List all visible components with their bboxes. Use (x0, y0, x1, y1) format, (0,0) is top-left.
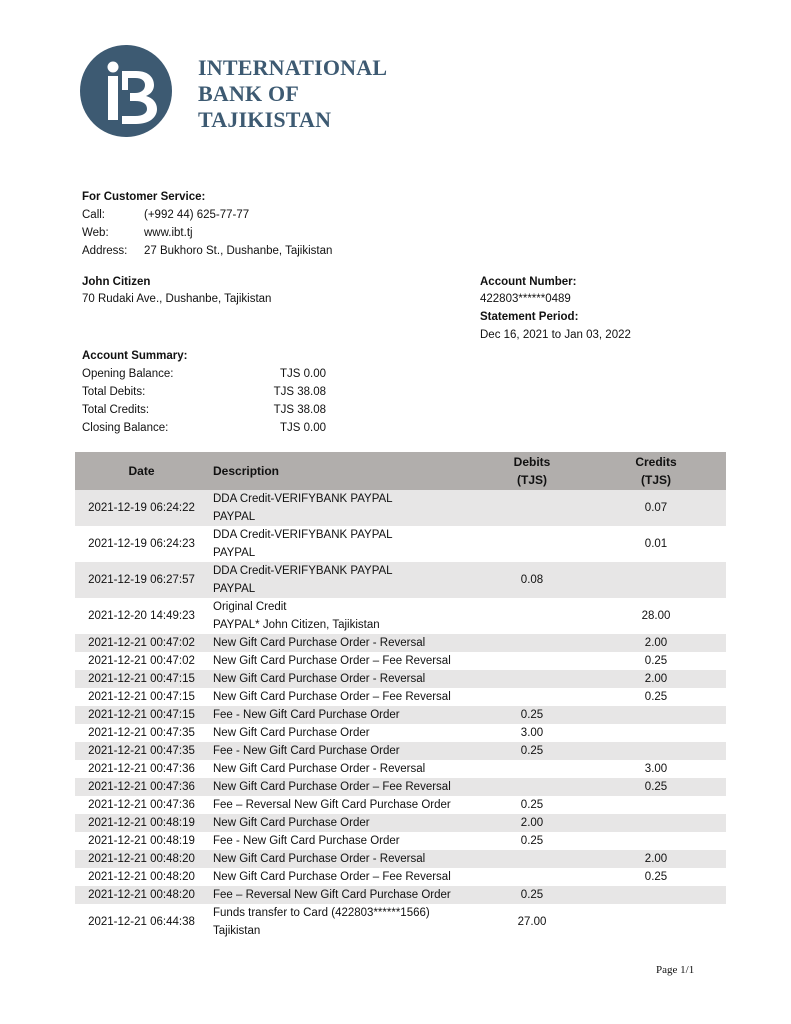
page-number: Page 1/1 (656, 964, 695, 976)
header-credits (586, 452, 726, 490)
row-description-line-1: DDA Credit-VERIFYBANK PAYPAL (213, 493, 393, 505)
total-credits-value: TJS 38.08 (273, 404, 326, 416)
row-date: 2021-12-19 06:27:57 (75, 562, 208, 598)
row-credit (586, 832, 726, 850)
row-description-line-1: DDA Credit-VERIFYBANK PAYPAL (213, 565, 393, 577)
row-description-line-1: New Gift Card Purchase Order - Reversal (213, 853, 426, 865)
total-debits-label: Total Debits: (82, 386, 146, 398)
row-description-line-1: New Gift Card Purchase Order - Reversal (213, 637, 426, 649)
header-date: Date (75, 452, 208, 490)
statement-period-label: Statement Period: (480, 311, 579, 323)
row-credit (586, 796, 726, 814)
table-row (75, 634, 726, 652)
row-description-line-2: PAYPAL (213, 583, 256, 595)
address-label: Address: (82, 245, 128, 257)
call-label: Call: (82, 209, 106, 221)
row-description-line-1: Fee – Reversal New Gift Card Purchase Order (213, 799, 451, 811)
row-description-line-1: New Gift Card Purchase Order – Fee Reversal (213, 781, 451, 793)
row-debit (478, 850, 586, 868)
row-debit: 0.25 (478, 706, 586, 724)
row-description-line-2: Tajikistan (213, 925, 261, 937)
table-row (75, 742, 726, 760)
table-row (75, 886, 726, 904)
row-credit: 0.25 (644, 655, 668, 667)
row-description (208, 598, 478, 634)
row-description (208, 760, 478, 778)
row-description (208, 652, 478, 670)
row-description (208, 706, 478, 724)
row-debit: 27.00 (517, 916, 547, 928)
row-credit: 2.00 (586, 634, 726, 652)
row-date: 2021-12-21 00:47:15 (75, 706, 208, 724)
row-description (208, 526, 478, 562)
row-credit (586, 904, 726, 940)
row-debit (478, 526, 586, 562)
closing-balance-label: Closing Balance: (82, 422, 169, 434)
closing-balance-value: TJS 0.00 (279, 422, 326, 434)
row-debit (478, 652, 586, 670)
customer-address: 70 Rudaki Ave., Dushanbe, Tajikistan (82, 293, 272, 305)
row-date: 2021-12-21 00:47:36 (88, 799, 195, 811)
table-row (75, 904, 726, 940)
row-description (208, 832, 478, 850)
row-credit: 0.25 (644, 871, 668, 883)
row-description (208, 670, 478, 688)
bank-name-line-2: BANK OF (198, 81, 300, 106)
header-credits-line-1: Credits (635, 455, 677, 469)
row-description-line-1: New Gift Card Purchase Order – Fee Reversal (213, 691, 451, 703)
row-date: 2021-12-21 00:48:20 (75, 886, 208, 904)
total-debits-value: TJS 38.08 (273, 386, 326, 398)
row-date: 2021-12-21 00:47:15 (75, 670, 208, 688)
row-date: 2021-12-21 00:48:19 (88, 835, 195, 847)
table-row (75, 652, 726, 670)
row-debit: 2.00 (478, 814, 586, 832)
row-description (208, 796, 478, 814)
row-date: 2021-12-19 06:24:22 (75, 490, 208, 526)
row-debit (478, 670, 586, 688)
row-debit (478, 634, 586, 652)
row-description-line-1: New Gift Card Purchase Order – Fee Reversal (213, 871, 451, 883)
row-debit (478, 490, 586, 526)
table-row (75, 796, 726, 814)
row-debit (478, 868, 586, 886)
row-date: 2021-12-21 00:47:02 (88, 655, 195, 667)
row-credit (586, 742, 726, 760)
row-credit: 28.00 (641, 610, 671, 622)
bank-logo-icon (80, 45, 172, 137)
row-description (208, 904, 478, 940)
table-row (75, 688, 726, 706)
row-description (208, 850, 478, 868)
row-credit: 0.25 (586, 778, 726, 796)
row-debit: 0.25 (520, 799, 544, 811)
table-row (75, 598, 726, 634)
row-description (208, 688, 478, 706)
row-description (208, 778, 478, 796)
row-credit: 0.07 (586, 490, 726, 526)
row-description (208, 634, 478, 652)
table-row (75, 706, 726, 724)
row-description-line-1: New Gift Card Purchase Order - Reversal (213, 673, 426, 685)
bank-name-line-3: TAJIKISTAN (198, 107, 332, 132)
table-row (75, 814, 726, 832)
customer-service-heading: For Customer Service: (82, 191, 206, 203)
web-value: www.ibt.tj (144, 227, 193, 239)
table-row (75, 778, 726, 796)
account-number-label: Account Number: (480, 276, 577, 288)
row-date: 2021-12-21 00:48:20 (75, 850, 208, 868)
row-credit (586, 706, 726, 724)
header-debits-line-1: Debits (513, 455, 551, 469)
row-description (208, 562, 478, 598)
row-description-line-1: Original Credit (213, 601, 287, 613)
row-description-line-1: New Gift Card Purchase Order (213, 817, 370, 829)
row-credit (586, 562, 726, 598)
table-header-row (75, 452, 726, 490)
row-date: 2021-12-21 00:47:35 (88, 727, 195, 739)
row-description (208, 868, 478, 886)
row-debit: 0.25 (520, 835, 544, 847)
table-row (75, 832, 726, 850)
total-credits-label: Total Credits: (82, 404, 150, 416)
row-debit: 0.25 (478, 742, 586, 760)
table-row (75, 670, 726, 688)
row-debit (478, 760, 586, 778)
row-date: 2021-12-21 00:48:20 (88, 871, 195, 883)
row-description-line-1: Fee - New Gift Card Purchase Order (213, 745, 400, 757)
row-debit: 0.08 (478, 562, 586, 598)
opening-balance-label: Opening Balance: (82, 368, 174, 380)
account-number-value: 422803******0489 (480, 293, 571, 305)
call-value: (+992 44) 625-77-77 (144, 209, 250, 221)
row-description-line-1: New Gift Card Purchase Order (213, 727, 370, 739)
row-credit: 3.00 (644, 763, 668, 775)
table-row (75, 526, 726, 562)
row-debit (478, 598, 586, 634)
row-description (208, 742, 478, 760)
row-date: 2021-12-19 06:24:23 (88, 538, 195, 550)
row-description-line-2: PAYPAL* John Citizen, Tajikistan (213, 619, 380, 631)
row-credit: 2.00 (586, 670, 726, 688)
row-debit: 0.25 (478, 886, 586, 904)
row-description-line-2: PAYPAL (213, 511, 256, 523)
row-credit: 0.01 (644, 538, 668, 550)
row-description (208, 814, 478, 832)
customer-name: John Citizen (82, 276, 151, 288)
transactions-table (75, 452, 726, 940)
bank-name (198, 55, 387, 133)
row-description (208, 886, 478, 904)
table-row (75, 850, 726, 868)
row-credit: 2.00 (586, 850, 726, 868)
table-row (75, 562, 726, 598)
row-date: 2021-12-21 00:47:36 (75, 778, 208, 796)
row-description-line-1: DDA Credit-VERIFYBANK PAYPAL (213, 529, 393, 541)
address-value: 27 Bukhoro St., Dushanbe, Tajikistan (144, 245, 333, 257)
row-credit (586, 724, 726, 742)
row-description (208, 490, 478, 526)
bank-name-line-1: INTERNATIONAL (198, 55, 388, 80)
table-row (75, 760, 726, 778)
transactions-body (75, 490, 726, 940)
row-date: 2021-12-21 00:48:19 (75, 814, 208, 832)
header-debits (478, 452, 586, 490)
row-debit (478, 778, 586, 796)
row-date: 2021-12-21 00:47:02 (75, 634, 208, 652)
row-debit (478, 688, 586, 706)
row-description-line-1: Fee - New Gift Card Purchase Order (213, 835, 400, 847)
web-label: Web: (82, 227, 109, 239)
row-date: 2021-12-20 14:49:23 (88, 610, 195, 622)
row-description-line-2: PAYPAL (213, 547, 256, 559)
row-date: 2021-12-21 00:47:35 (75, 742, 208, 760)
row-date: 2021-12-21 00:47:36 (88, 763, 195, 775)
statement-period-value: Dec 16, 2021 to Jan 03, 2022 (480, 329, 631, 341)
row-description-line-1: New Gift Card Purchase Order – Fee Reversal (213, 655, 451, 667)
opening-balance-value: TJS 0.00 (279, 368, 326, 380)
table-row (75, 868, 726, 886)
row-description (208, 724, 478, 742)
header-debits-line-2: (TJS) (517, 473, 547, 487)
row-date: 2021-12-21 00:47:15 (88, 691, 195, 703)
row-description-line-1: New Gift Card Purchase Order - Reversal (213, 763, 426, 775)
row-description-line-1: Fee - New Gift Card Purchase Order (213, 709, 400, 721)
row-credit (586, 886, 726, 904)
account-summary-heading: Account Summary: (82, 350, 188, 362)
row-description-line-1: Funds transfer to Card (422803******1566) (213, 907, 430, 919)
header-description: Description (208, 452, 478, 490)
table-row (75, 724, 726, 742)
row-credit (586, 814, 726, 832)
row-description-line-1: Fee – Reversal New Gift Card Purchase Order (213, 889, 451, 901)
row-date: 2021-12-21 06:44:38 (88, 916, 195, 928)
row-debit: 3.00 (520, 727, 544, 739)
row-credit: 0.25 (644, 691, 668, 703)
header-credits-line-2: (TJS) (641, 473, 671, 487)
table-row (75, 490, 726, 526)
